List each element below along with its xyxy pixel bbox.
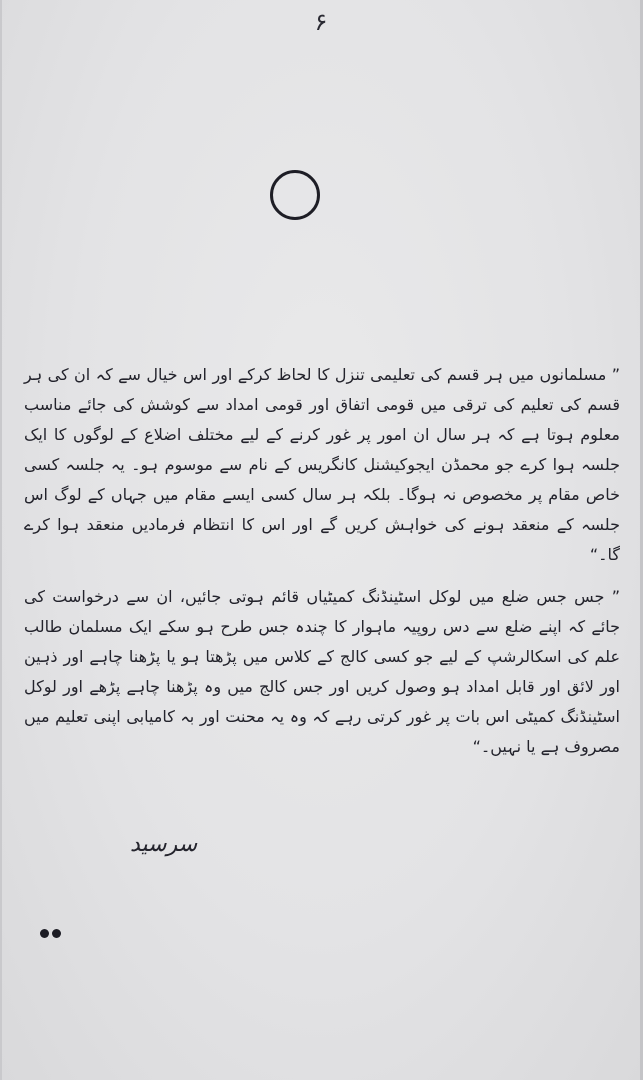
paragraph-1: ” مسلمانوں میں ہر قسم کی تعلیمی تنزل کا لحاظ کرکے اور اس خیال سے کہ ان کی ہر قسم کی تعلیم کی ترقی میں قومی اتفاق اور قومی امداد سے کوشش کی جائے مناسب معلوم ہوتا ہے کہ ہر سال ان امور پر غور کرنے کے لیے مختلف اضلاع کے لوگوں کا ایک جلسہ ہوا کرے جو محمڈن ایجوکیشنل کانگریس کے نام سے موسوم ہو۔ یہ جلسہ کسی خاص مقام پر مخصوص نہ ہوگا۔ بلکہ ہر سال کسی ایسے مقام میں جہاں کے لوگ اس جلسہ کے منعقد ہونے کی خواہش کریں گے اور اس کا انتظام فرمادیں منعقد ہوا کرے گا۔“ [24,365,620,564]
page-number: ۶ [314,8,328,36]
body-text [24,360,620,774]
ink-dot [52,929,61,938]
ink-dots [40,929,61,938]
signature: سرسید [130,832,198,857]
paragraph-2: ” جس جس ضلع میں لوکل اسٹینڈنگ کمیٹیاں قائم ہوتی جائیں، ان سے درخواست کی جائے کہ اپنے ضلع سے دس روپیہ ماہوار کا چندہ جس طرح ہو سکے ایک مسلمان طالب علم کی اسکالرشپ کے لیے جو کسی کالج کے کلاس میں پڑھتا ہو یا پڑھنا چاہے اور ذہین اور لائق اور قابل امداد ہو وصول کریں اور جس کالج میں وہ پڑھنا چاہے پڑھے اور لوکل اسٹینڈنگ کمیٹی اس بات پر غور کرتی رہے کہ وہ یہ محنت اور بہ کامیابی اپنی تعلیم میں مصروف ہے یا نہیں۔“ [24,587,620,756]
ink-dot [40,929,49,938]
circle-mark [270,170,320,220]
